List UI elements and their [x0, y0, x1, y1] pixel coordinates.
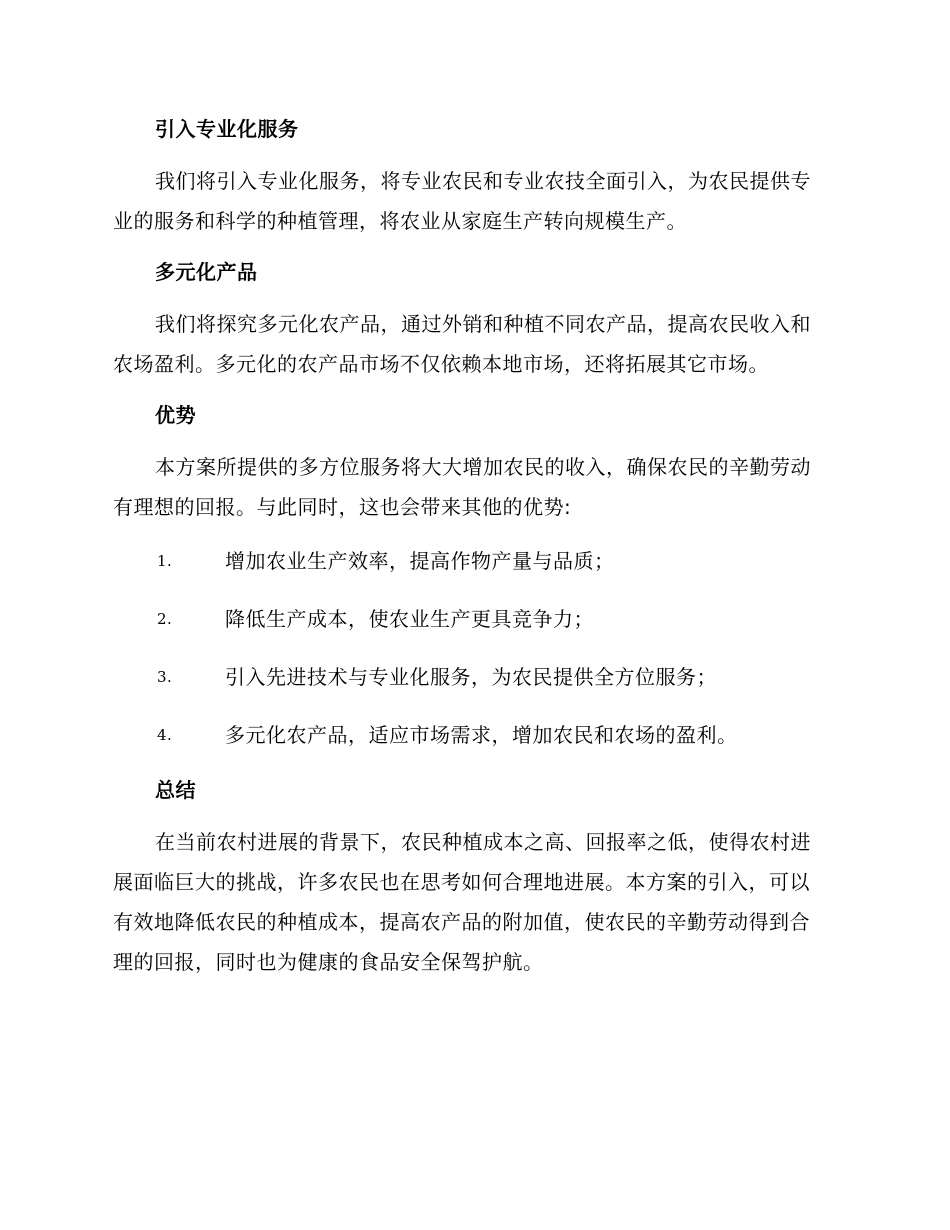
list-item-text: 增加农业生产效率，提高作物产量与品质； — [225, 549, 615, 573]
list-item-number: 4. — [157, 726, 173, 744]
list-item-text: 引入先进技术与专业化服务，为农民提供全方位服务； — [225, 665, 717, 689]
section-paragraph-summary: 在当前农村进展的背景下，农民种植成本之高、回报率之低，使得农村进展面临巨大的挑战，许多农民也在思考如何合理地进展。本方案的引入，可以有效地降低农民的种植成本，提高农产品的附加值，使农民的辛勤劳动得到合理的回报，同时也为健康的食品安全保驾护航。 — [113, 830, 811, 974]
document-content — [113, 112, 830, 982]
section-heading-diversified-products: 多元化产品 — [155, 260, 258, 284]
list-item-number: 3. — [157, 668, 173, 686]
list-item — [113, 599, 830, 639]
section-heading-professional-services: 引入专业化服务 — [155, 117, 299, 141]
section-heading-advantages: 优势 — [155, 403, 196, 427]
list-item — [113, 715, 830, 755]
section-paragraph-advantages: 本方案所提供的多方位服务将大大增加农民的收入，确保农民的辛勤劳动有理想的回报。与此同时，这也会带来其他的优势: — [113, 455, 811, 519]
list-item-text: 降低生产成本，使农业生产更具竞争力； — [225, 607, 594, 631]
advantages-list — [113, 541, 830, 755]
section-paragraph-professional-services: 我们将引入专业化服务，将专业农民和专业农技全面引入，为农民提供专业的服务和科学的种植管理，将农业从家庭生产转向规模生产。 — [113, 169, 811, 233]
list-item — [113, 657, 830, 697]
section-heading-summary: 总结 — [155, 778, 196, 802]
list-item — [113, 541, 830, 581]
list-item-text: 多元化农产品，适应市场需求，增加农民和农场的盈利。 — [225, 723, 738, 747]
section-paragraph-diversified-products: 我们将探究多元化农产品，通过外销和种植不同农产品，提高农民收入和农场盈利。多元化的农产品市场不仅依赖本地市场，还将拓展其它市场。 — [113, 312, 811, 376]
list-item-number: 1. — [157, 552, 173, 570]
list-item-number: 2. — [157, 610, 173, 628]
